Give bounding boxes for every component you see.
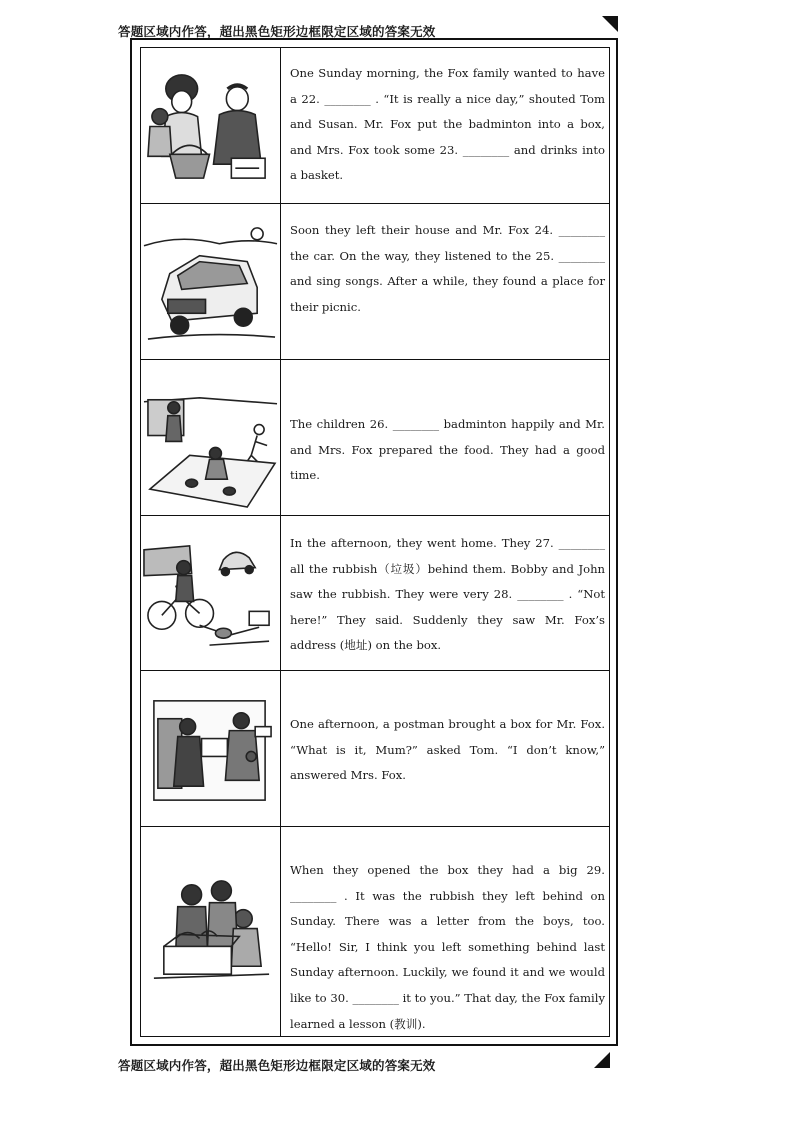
picnic-preparation-illustration [140, 47, 281, 203]
story-panel-4 [140, 516, 610, 671]
car-icon [140, 204, 280, 359]
story-panel-1 [140, 47, 610, 204]
story-panel-5 [140, 671, 610, 827]
car-trip-illustration [140, 204, 281, 359]
panel-4-text: In the afternoon, they went home. They 27. ________ all the rubbish（垃圾）behind them. Bobby and John saw the rubbish. They were very 28. ________ . “Not here!” They said. Suddenly they saw Mr. Fox’s address (地址) on the box. [290, 536, 605, 653]
family-packing-icon [140, 47, 280, 203]
exam-notice-top: 答题区域内作答，超出黑色矩形边框限定区域的答案无效 [118, 24, 436, 39]
panel-3-text: The children 26. ________ badminton happily and Mr. and Mrs. Fox prepared the food. They had a good time. [290, 417, 605, 483]
panel-5-text: One afternoon, a postman brought a box for Mr. Fox. “What is it, Mum?” asked Tom. “I don’t know,” answered Mrs. Fox. [290, 717, 605, 783]
corner-marker-icon [602, 16, 618, 32]
panel-1-text: One Sunday morning, the Fox family wanted to have a 22. ________ . “It is really a nice day,” shouted Tom and Susan. Mr. Fox put the badminton into a box, and Mrs. Fox took some 23. ________ and drinks into a basket. [290, 66, 605, 183]
opening-box-illustration [140, 827, 281, 1036]
postman-delivery-illustration [140, 671, 281, 826]
rubbish-left-illustration [140, 516, 281, 670]
story-panel-6 [140, 827, 610, 1037]
panel-2-text: Soon they left their house and Mr. Fox 24. ________ the car. On the way, they listened to the 25. ________ and sing songs. After a while, they found a place for their picnic. [290, 223, 605, 314]
badminton-icon [140, 360, 280, 515]
corner-marker-icon [594, 1052, 610, 1068]
panel-6-text: When they opened the box they had a big 29. ________ . It was the rubbish they left behind on Sunday. There was a letter from the boys, too. “Hello! Sir, I think you left something behind last Sunday afternoon. Luckily, we found it and we would like to 30. ________ it to you.” That day, the Fox family learned a lesson (教训). [290, 863, 605, 1031]
story-panel-2 [140, 204, 610, 360]
bicycle-boys-icon [140, 516, 280, 670]
postman-icon [140, 671, 280, 826]
badminton-picnic-illustration [140, 360, 281, 515]
family-surprised-icon [140, 827, 280, 1036]
story-panel-3 [140, 360, 610, 516]
exam-notice-bottom: 答题区域内作答，超出黑色矩形边框限定区域的答案无效 [118, 1058, 436, 1073]
